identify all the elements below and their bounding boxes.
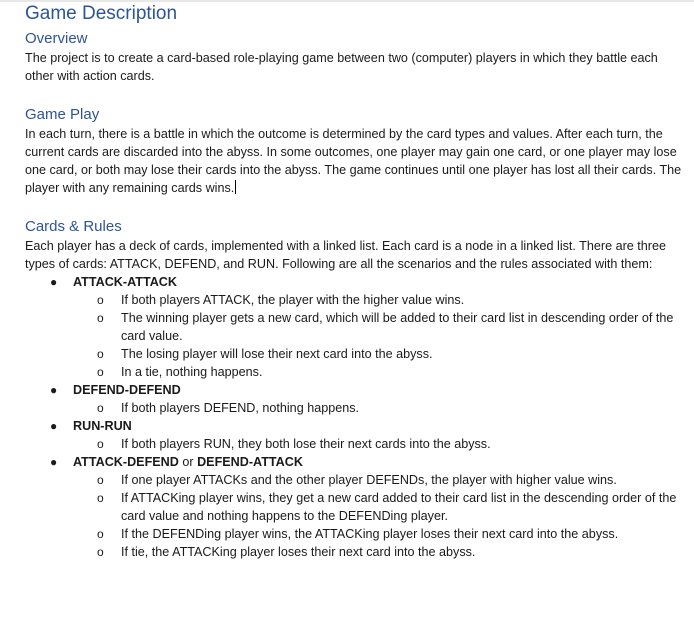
list-item: o If both players ATTACK, the player with the higher value wins. <box>97 293 465 307</box>
document-page <box>25 0 685 561</box>
circle-bullet-icon: o <box>97 545 104 559</box>
rule-label: DEFEND-DEFEND <box>73 383 181 397</box>
bullet-icon: ● <box>50 455 58 469</box>
circle-bullet-icon: o <box>97 527 104 541</box>
bullet-icon: ● <box>50 419 58 433</box>
circle-bullet-icon: o <box>97 347 104 361</box>
list-item: o If the DEFENDing player wins, the ATTACKing player loses their next card into the abyss. <box>97 527 619 541</box>
circle-bullet-icon: o <box>97 293 104 307</box>
rule-sublist <box>73 399 685 417</box>
list-item: o If one player ATTACKs and the other player DEFENDs, the player with higher value wins. <box>97 473 617 487</box>
rule-label: RUN-RUN <box>73 419 132 433</box>
circle-bullet-icon: o <box>97 365 104 379</box>
rule-sublist <box>73 291 685 381</box>
gameplay-text: In each turn, there is a battle in which the outcome is determined by the card types and values. After each turn, the current cards are discarded into the abyss. In some outcomes, one player may gain one card, or one player may lose one card, or both may lose their cards into the abyss. The game continues until one player has lost all their cards. The player with any remaining cards wins. <box>25 127 682 195</box>
bullet-icon: ● <box>50 383 58 397</box>
circle-bullet-icon: o <box>97 473 104 487</box>
rule-defend-defend <box>25 381 685 417</box>
gameplay-paragraph[interactable] <box>25 125 685 197</box>
bullet-icon: ● <box>50 275 58 289</box>
rule-run-run <box>25 417 685 453</box>
circle-bullet-icon: o <box>97 437 104 451</box>
list-item: o If both players DEFEND, nothing happens. <box>97 401 360 415</box>
rule-sublist <box>73 435 685 453</box>
circle-bullet-icon: o <box>97 401 104 415</box>
rules-list <box>25 273 685 561</box>
rule-sublist <box>73 471 685 561</box>
overview-paragraph: The project is to create a card-based role-playing game between two (computer) players in which they battle each other with action cards. <box>25 51 658 83</box>
circle-bullet-icon: o <box>97 491 104 505</box>
rule-label-a: ATTACK-DEFEND <box>73 455 179 469</box>
rule-label-b: DEFEND-ATTACK <box>197 455 303 469</box>
rule-attack-attack <box>25 273 685 381</box>
gameplay-heading: Game Play <box>25 106 100 123</box>
list-item: o The winning player gets a new card, which will be added to their card list in descending order of the card value. <box>97 311 674 343</box>
rule-connector: or <box>178 455 198 469</box>
circle-bullet-icon: o <box>97 311 104 325</box>
rule-attack-defend <box>25 453 685 561</box>
list-item: o If ATTACKing player wins, they get a new card added to their card list in the descending order of the card value and nothing happens to the DEFENDing player. <box>97 491 677 523</box>
document-title: Game Description <box>25 3 178 24</box>
list-item: o If tie, the ATTACKing player loses their next card into the abyss. <box>97 545 476 559</box>
text-cursor <box>235 180 236 194</box>
list-item: o If both players RUN, they both lose their next cards into the abyss. <box>97 437 491 451</box>
list-item: o The losing player will lose their next card into the abyss. <box>97 347 433 361</box>
rule-label: ATTACK-ATTACK <box>73 275 177 289</box>
list-item: o In a tie, nothing happens. <box>97 365 263 379</box>
cards-rules-heading: Cards & Rules <box>25 218 122 235</box>
overview-heading: Overview <box>25 30 88 47</box>
cards-rules-paragraph: Each player has a deck of cards, implemented with a linked list. Each card is a node in a linked list. There are three types of cards: ATTACK, DEFEND, and RUN. Following are all the scenarios and the rules associated with them: <box>25 239 666 271</box>
